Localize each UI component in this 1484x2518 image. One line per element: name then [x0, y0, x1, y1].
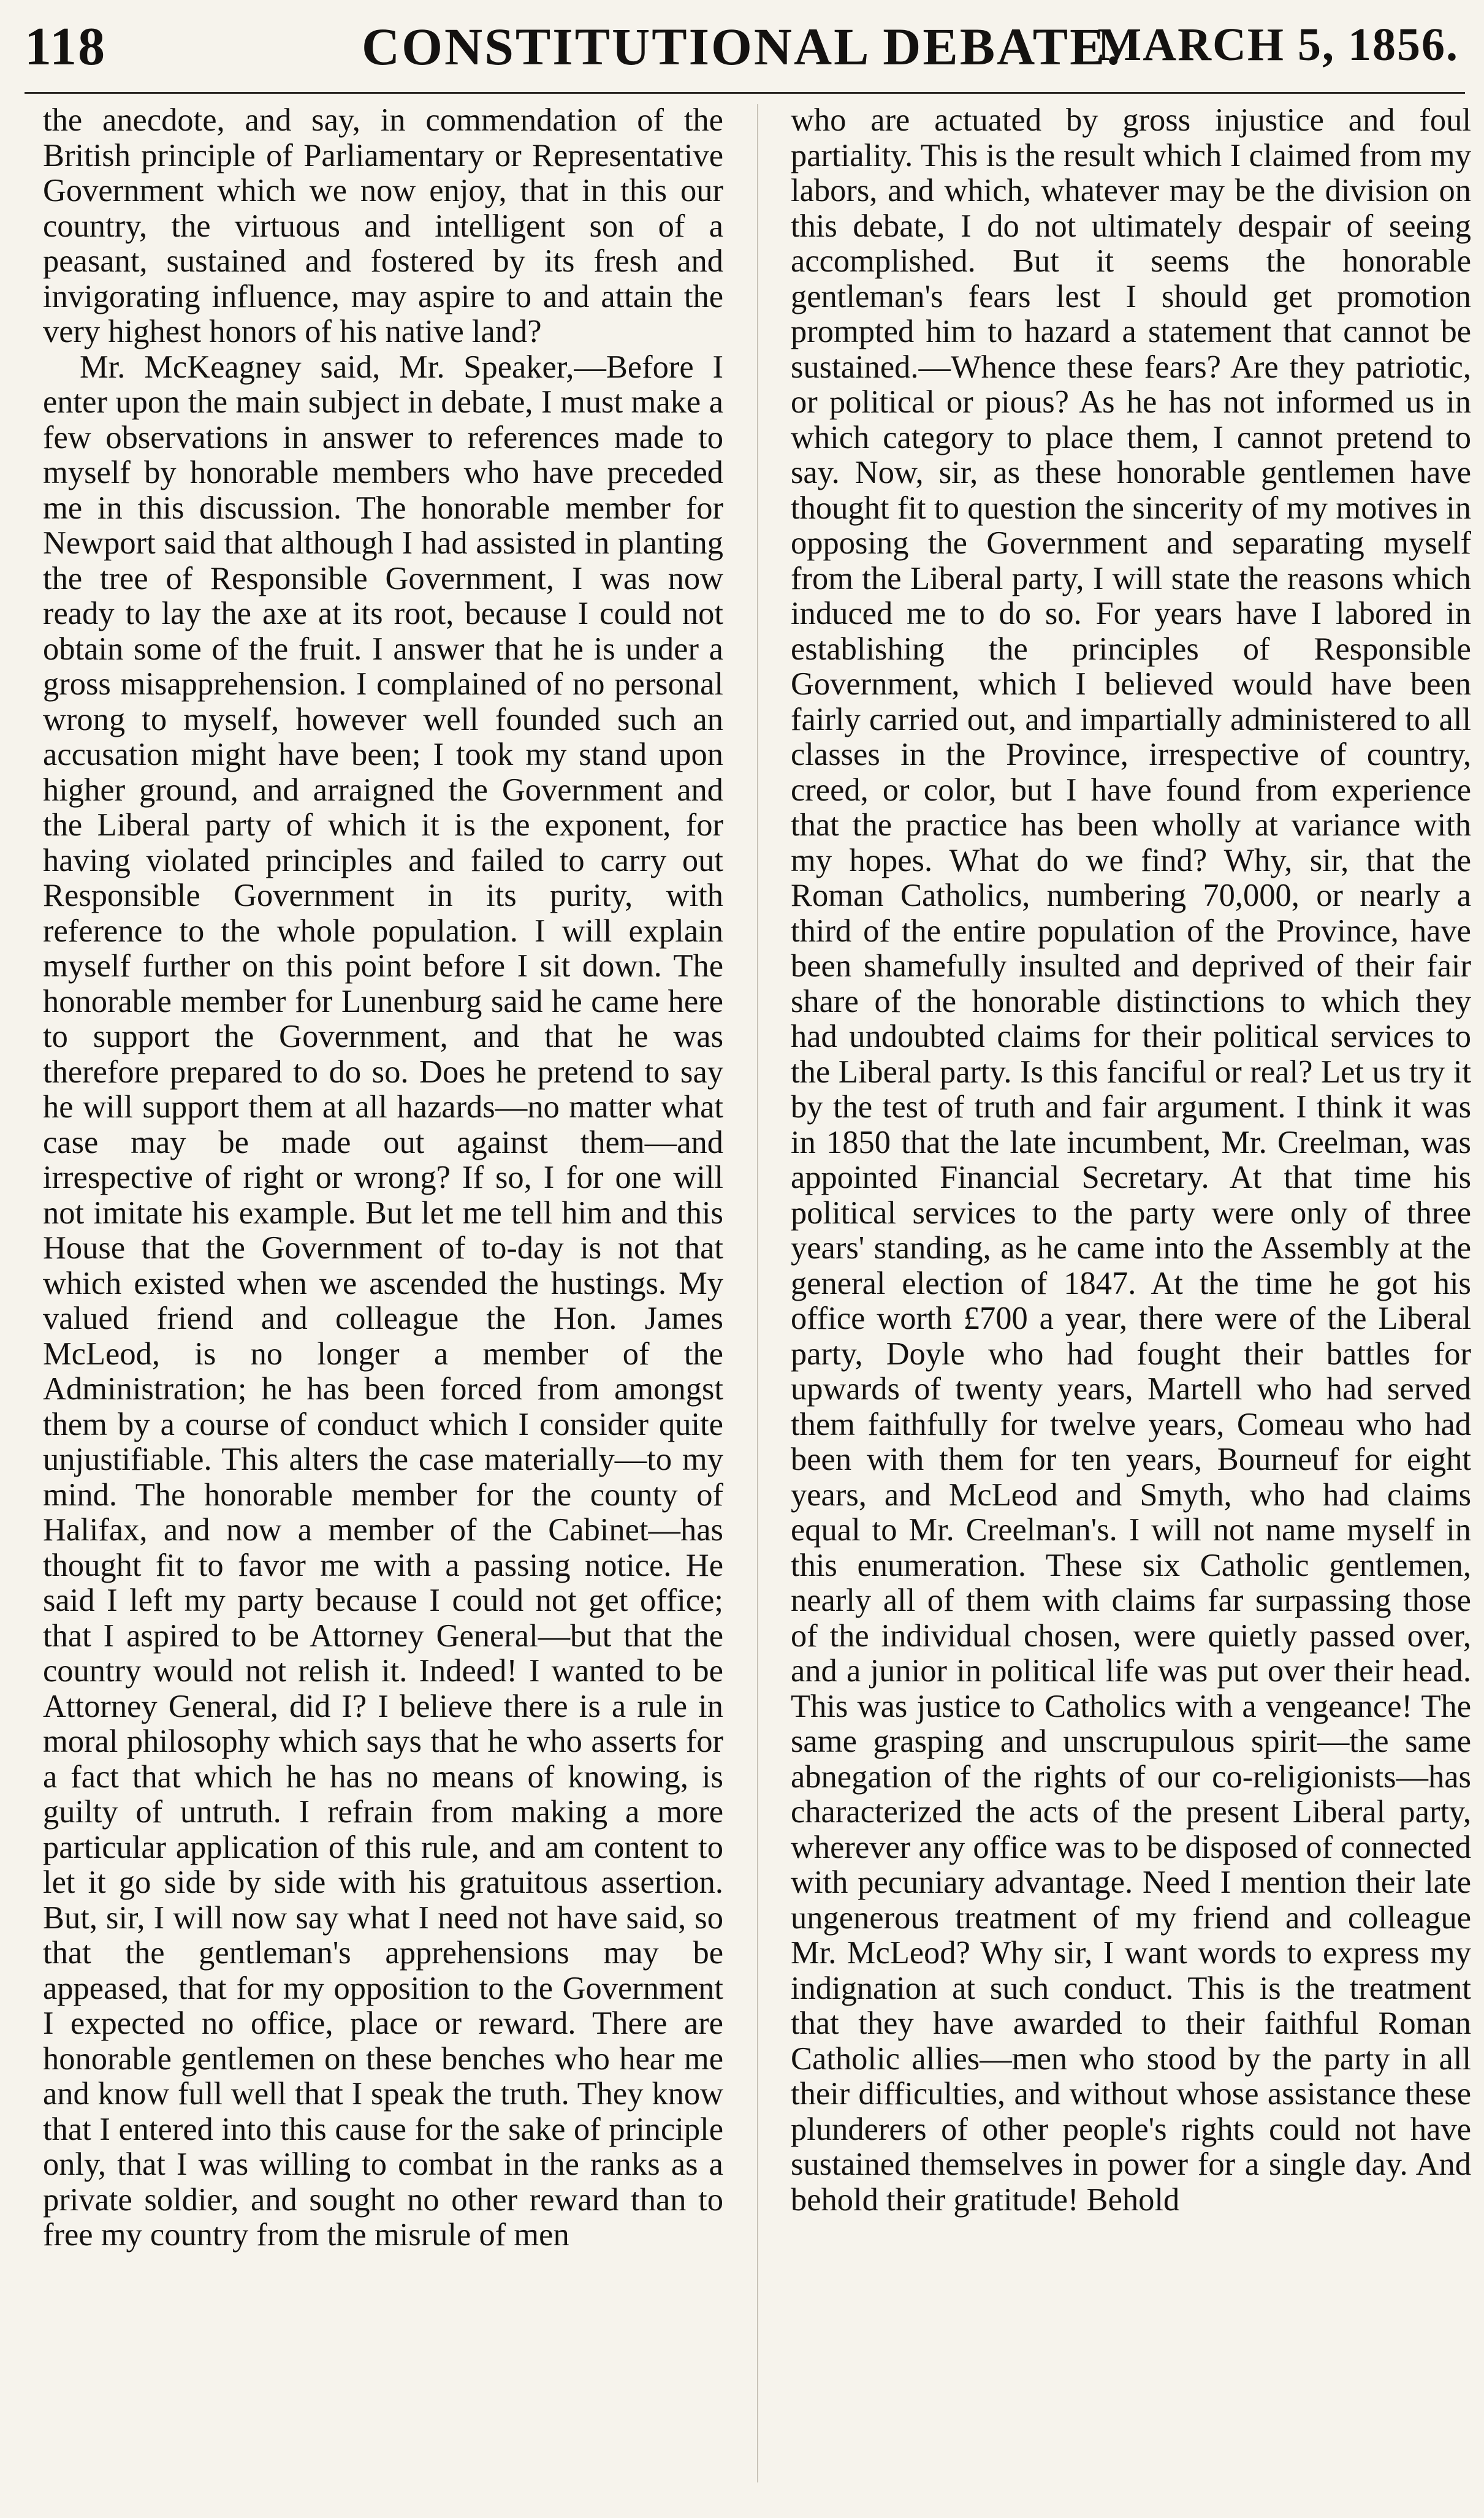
right-paragraph-continuation: who are actuated by gross injustice and foul partiality. This is the result which I claimed from my labors, and which, whatever may be the division on this debate, I do not ultimately despair of seeing accomplished. But it seems the honorable gentleman's fears lest I should get promotion prompted him to hazard a statement that cannot be sustained.—Whence these fears? Are they patriotic, or political or pious? As he has not informed us in which category to place them, I cannot pretend to say. Now, sir, as these honorable gentlemen have thought fit to question the sincerity of my motives in opposing the Government and separating myself from the Liberal party, I will state the reasons which induced me to do so. For years have I labored in establishing the principles of Responsible Government, which I believed would have been fairly carried out, and impartially administered to all classes in the Province, irrespective of country, creed, or color, but I have found from experience that the practice has been wholly at variance with my hopes. What do we find? Why, sir, that the Roman Catholics, numbering 70,000, or nearly a third of the entire population of the Province, have been shamefully insulted and deprived of their fair share of the honorable distinctions to which they had undoubted claims for their political services to the Liberal party. Is this fanciful or real? Let us try it by the test of truth and fair argument. I think it was in 1850 that the late incumbent, Mr. Creelman, was appointed Financial Secretary. At that time his political services to the party were only of three years' standing, as he came into the Assembly at the general election of 1847. At the time he got his office worth £700 a year, there were of the Liberal party, Doyle who had fought their battles for upwards of twenty years, Martell who had served them faithfully for twelve years, Comeau who had been with them for ten years, Bourneuf for eight years, and McLeod and Smyth, who had claims equal to Mr. Creelman's. I will not name myself in this enumeration. These six Catholic gentlemen, nearly all of them with claims far surpassing those of the individual chosen, were quietly passed over, and a junior in political life was put over their head. This was justice to Catholics with a vengeance! The same grasping and unscrupulous spirit—the same abnegation of the rights of our co-religionists—has characterized the acts of the present Liberal party, wherever any office was to be disposed of connected with pecuniary advantage. Need I mention their late ungenerous treatment of my friend and colleague Mr. McLeod? Why sir, I want words to express my indignation at such conduct. This is the treatment that they have awarded to their faithful Roman Catholic allies—men who stood by the party in all their difficulties, and without whose assistance these plunderers of other people's rights could not have sustained themselves in power for a single day. And behold their gratitude! Behold — [791, 103, 1471, 2218]
page-number: 118 — [25, 17, 107, 77]
right-column — [791, 103, 1471, 2493]
left-paragraph-continuation: the anecdote, and say, in commendation of the British principle of Parliamentary or Representative Government which we now enjoy, that in this our country, the virtuous and intelligent son of a peasant, sustained and fostered by its fresh and invigorating influence, may aspire to and attain the very highest honors of his native land? — [43, 103, 723, 349]
header-rule — [25, 92, 1465, 94]
running-title: CONSTITUTIONAL DEBATE. — [361, 17, 1122, 76]
issue-date: MARCH 5, 1856. — [1097, 19, 1459, 70]
column-divider — [757, 104, 758, 2482]
left-paragraph-speech: Mr. McKeagney said, Mr. Speaker,—Before I enter upon the main subject in debate, I must make a few observations in answer to references made to myself by honorable members who have preceded me in this discussion. The honorable member for Newport said that although I had assisted in planting the tree of Responsible Government, I was now ready to lay the axe at its root, because I could not obtain some of the fruit. I answer that he is under a gross misapprehension. I complained of no personal wrong to myself, however well founded such an accusation might have been; I took my stand upon higher ground, and arraigned the Government and the Liberal party of which it is the exponent, for having violated principles and failed to carry out Responsible Government in its purity, with reference to the whole population. I will explain myself further on this point before I sit down. The honorable member for Lunenburg said he came here to support the Government, and that he was therefore prepared to do so. Does he pretend to say he will support them at all hazards—no matter what case may be made out against them—and irrespective of right or wrong? If so, I for one will not imitate his example. But let me tell him and this House that the Government of to-day is not that which existed when we ascended the hustings. My valued friend and colleague the Hon. James McLeod, is no longer a member of the Administration; he has been forced from amongst them by a course of conduct which I consider quite unjustifiable. This alters the case materially—to my mind. The honorable member for the county of Halifax, and now a member of the Cabinet—has thought fit to favor me with a passing notice. He said I left my party because I could not get office; that I aspired to be Attorney General—but that the country would not relish it. Indeed! I wanted to be Attorney General, did I? I believe there is a rule in moral philosophy which says that he who asserts for a fact that which he has no means of knowing, is guilty of untruth. I refrain from making a more particular application of this rule, and am content to let it go side by side with his gratuitous assertion. But, sir, I will now say what I need not have said, so that the gentleman's apprehensions may be appeased, that for my opposition to the Government I expected no office, place or reward. There are honorable gentlemen on these benches who hear me and know full well that I speak the truth. They know that I entered into this cause for the sake of principle only, that I was willing to combat in the ranks as a private soldier, and sought no other reward than to free my country from the misrule of men — [43, 349, 723, 2253]
left-column — [43, 103, 723, 2493]
page-header — [25, 10, 1459, 91]
